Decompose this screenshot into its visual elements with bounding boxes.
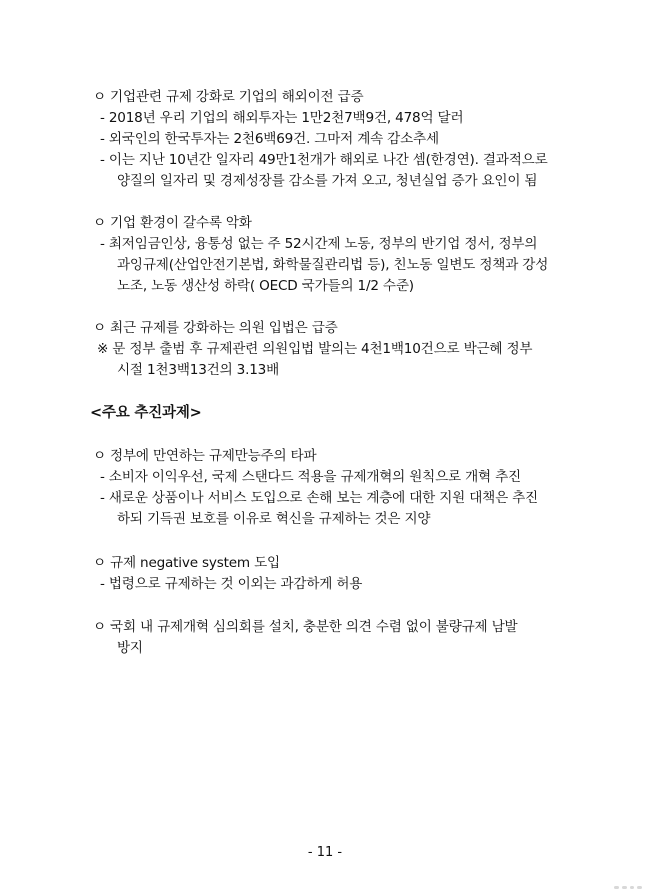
page-number: - 11 - — [307, 845, 343, 860]
note-item-continuation: 시절 1천3백13건의 3.13배 — [117, 362, 280, 378]
bullet-item: ㅇ 기업관련 규제 강화로 기업의 해외이전 급증 — [93, 89, 364, 105]
bullet-item: ㅇ 기업 환경이 갈수록 악화 — [93, 215, 252, 231]
task-item: ㅇ 국회 내 규제개혁 심의회를 설치, 충분한 의견 수렴 없이 불량규제 남발 — [93, 619, 518, 635]
sub-item: - 최저임금인상, 융통성 없는 주 52시간제 노동, 정부의 반기업 정서, 정부의 — [100, 236, 538, 252]
corner-watermark — [614, 886, 642, 892]
task-sub-item: - 새로운 상품이나 서비스 도입으로 손해 보는 계층에 대한 지원 대책은 추진 — [100, 490, 538, 506]
note-item: ※ 문 정부 출범 후 규제관련 의원입법 발의는 4천1백10건으로 박근혜 정부 — [97, 341, 533, 357]
sub-item: - 이는 지난 10년간 일자리 49만1천개가 해외로 나간 셈(한경연). 결과적으로 — [100, 152, 548, 168]
section-heading: <주요 추진과제> — [90, 405, 202, 421]
sub-item-continuation: 양질의 일자리 및 경제성장를 감소를 가져 오고, 청년실업 증가 요인이 됨 — [117, 173, 538, 189]
task-sub-item-continuation: 하되 기득권 보호를 이유로 혁신을 규제하는 것은 지양 — [117, 511, 431, 527]
task-item: ㅇ 규제 negative system 도입 — [93, 555, 280, 571]
sub-item-continuation: 과잉규제(산업안전기본법, 화학물질관리법 등), 친노동 일변도 정책과 강성 — [117, 257, 549, 273]
sub-item: - 2018년 우리 기업의 해외투자는 1만2천7백9건, 478억 달러 — [100, 110, 464, 126]
sub-item-continuation: 노조, 노동 생산성 하락( OECD 국가들의 1/2 수준) — [117, 278, 414, 294]
sub-item: - 외국인의 한국투자는 2천6백69건. 그마저 계속 감소추세 — [100, 131, 439, 147]
task-sub-item: - 소비자 이익우선, 국제 스탠다드 적용을 규제개혁의 원칙으로 개혁 추진 — [100, 469, 521, 485]
bullet-item: ㅇ 최근 규제를 강화하는 의원 입법은 급증 — [93, 320, 338, 336]
task-item: ㅇ 정부에 만연하는 규제만능주의 타파 — [93, 448, 317, 464]
task-sub-item: - 법령으로 규제하는 것 이외는 과감하게 허용 — [100, 576, 363, 592]
task-item-continuation: 방지 — [117, 640, 143, 656]
